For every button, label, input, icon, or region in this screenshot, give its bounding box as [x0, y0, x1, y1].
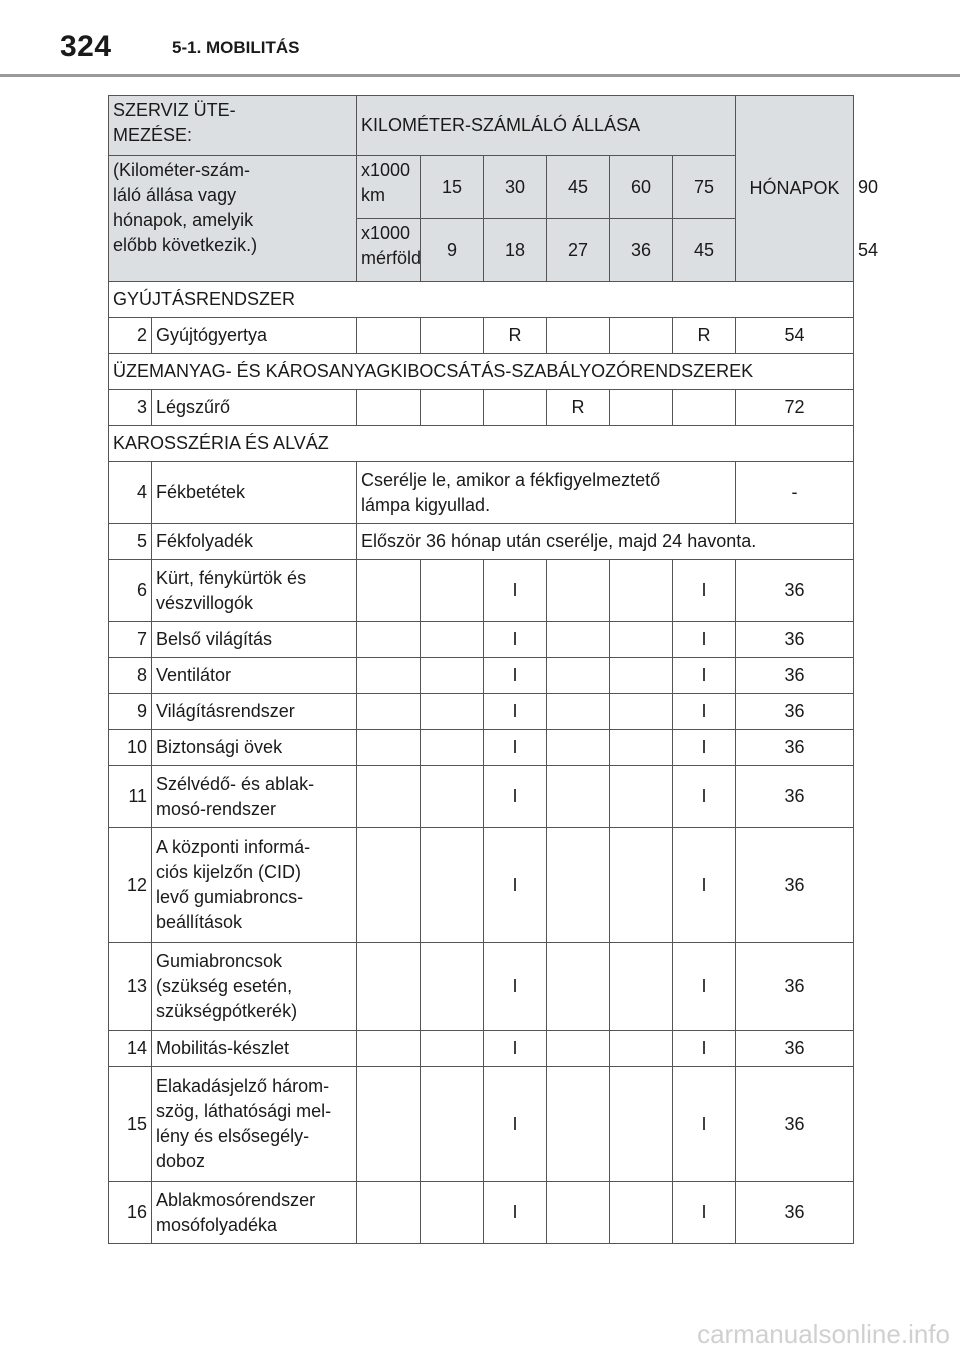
odometer-label: KILOMÉTER-SZÁMLÁLÓ ÁLLÁSA	[357, 96, 736, 156]
interval-cell	[357, 1182, 421, 1244]
priority-note-text: (Kilométer-szám- láló állása vagy hónapok, amelyik előbb következik.)	[113, 160, 258, 255]
interval-cell	[357, 560, 421, 622]
interval-cell	[421, 390, 484, 426]
item-name: Biztonsági övek	[152, 730, 357, 766]
header-divider	[0, 74, 960, 77]
interval-cell: I	[673, 766, 736, 828]
months-value: 36	[736, 622, 854, 658]
interval-cell: R	[484, 318, 547, 354]
interval-cell	[421, 943, 484, 1031]
table-row	[109, 390, 854, 426]
km-interval-value: 45	[547, 156, 610, 219]
interval-cell	[357, 1067, 421, 1182]
interval-cell	[547, 622, 610, 658]
interval-cell	[421, 1067, 484, 1182]
maintenance-schedule-table: SZERVIZ ÜTE- MEZÉSE: KILOMÉTER-SZÁMLÁLÓ ÁLLÁSA HÓNAPOK (Kilométer-szám- láló állása vagy hónapok, amelyik előbb következik.) x1000 km 15 30 45 60 75 90 x1000 mérföld 9 18 27 36 45 54 GYÚJTÁSRENDSZER 2 Gyújtógyertya R R 54 ÜZEMANYAG- ÉS KÁROSANYAGKIBOCSÁTÁS-SZABÁLYOZÓRENDSZEREK 3 Légszűrő R 72 KAROSSZÉRIA ÉS ALVÁZ 4 Fékbetétek Cserélje le, amikor a fékfigyelmeztető lámpa kigyullad. - 5 Fékfolyadék Először 36 hónap után cserélje, majd 24 havonta. 6 Kürt, fénykürtök és vészvillogók I I 36 7 Belső világítás I I 36 8 Ventilátor I I 36 9 Világításrendszer I I 36 10 Biztonsági övek I I 36 11 Szélvédő- és ablak- mosó-rendszer I I 36 12 A központi informá- ciós kijelzőn (CID) levő gumiabroncs- beállítások I I 36 13 Gumiabroncsok (szükség esetén, szükségpótkerék) I I 36 14 Mobilitás-készlet I I 36 15 Elakadásjelző három- szög, láthatósági mel- lény és elsősegély- doboz I I 36 16 Ablakmosórendszer mosófolyadéka I I 36	[108, 95, 854, 1244]
table-row	[109, 730, 854, 766]
table-row	[109, 658, 854, 694]
interval-cell	[547, 658, 610, 694]
section-title: 5-1. MOBILITÁS	[172, 38, 300, 57]
item-name: Légszűrő	[152, 390, 357, 426]
interval-cell: I	[484, 828, 547, 943]
interval-cell: I	[484, 943, 547, 1031]
item-name: Fékbetétek	[152, 462, 357, 524]
interval-cell: I	[673, 658, 736, 694]
interval-cell	[610, 318, 673, 354]
interval-cell	[610, 658, 673, 694]
interval-cell	[610, 694, 673, 730]
interval-cell: I	[673, 622, 736, 658]
interval-cell	[547, 730, 610, 766]
table-row	[109, 943, 854, 1031]
item-name: Gumiabroncsok (szükség esetén, szükségpótkerék)	[152, 943, 357, 1031]
interval-cell: I	[484, 694, 547, 730]
interval-cell	[357, 828, 421, 943]
row-number: 4	[109, 462, 152, 524]
interval-cell	[610, 1182, 673, 1244]
row-number: 14	[109, 1031, 152, 1067]
table-row	[109, 1067, 854, 1182]
item-name: Belső világítás	[152, 622, 357, 658]
months-value: 72	[736, 390, 854, 426]
interval-cell	[547, 943, 610, 1031]
mile-unit-text: x1000 mérföld	[361, 223, 422, 268]
interval-cell	[357, 318, 421, 354]
km-interval-value: 60	[610, 156, 673, 219]
interval-cell: I	[673, 560, 736, 622]
item-name: Gyújtógyertya	[152, 318, 357, 354]
item-name: Kürt, fénykürtök és vészvillogók	[152, 560, 357, 622]
mile-interval-value: 45	[673, 219, 736, 282]
interval-cell	[673, 390, 736, 426]
interval-cell	[610, 390, 673, 426]
table-row	[109, 318, 854, 354]
interval-cell	[357, 694, 421, 730]
interval-cell: I	[484, 1067, 547, 1182]
months-value: 36	[736, 658, 854, 694]
table-row	[109, 766, 854, 828]
section-heading-row	[109, 426, 854, 462]
interval-cell	[547, 1031, 610, 1067]
interval-cell	[357, 390, 421, 426]
item-name: Világításrendszer	[152, 694, 357, 730]
interval-cell	[547, 1067, 610, 1182]
section-heading: KAROSSZÉRIA ÉS ALVÁZ	[109, 426, 854, 462]
interval-cell	[610, 622, 673, 658]
km-unit-text: x1000 km	[361, 160, 411, 205]
watermark: carmanualsonline.info	[697, 1319, 950, 1349]
replacement-note: Először 36 hónap után cserélje, majd 24 havonta.	[357, 524, 854, 560]
km-interval-value: 75	[673, 156, 736, 219]
table-row	[109, 560, 854, 622]
section-heading-row	[109, 282, 854, 318]
months-label: HÓNAPOK	[736, 96, 854, 282]
item-name: Elakadásjelző három- szög, láthatósági mel- lény és elsősegély- doboz	[152, 1067, 357, 1182]
interval-cell: I	[484, 766, 547, 828]
table-row	[109, 622, 854, 658]
months-value: -	[736, 462, 854, 524]
mile-interval-value: 18	[484, 219, 547, 282]
interval-cell: I	[673, 694, 736, 730]
interval-cell: I	[484, 1031, 547, 1067]
interval-cell	[357, 1031, 421, 1067]
mile-interval-value: 9	[421, 219, 484, 282]
interval-cell: I	[484, 622, 547, 658]
interval-cell	[421, 1182, 484, 1244]
interval-cell	[610, 1067, 673, 1182]
interval-cell	[610, 730, 673, 766]
row-number: 2	[109, 318, 152, 354]
page-number: 324	[60, 30, 112, 63]
priority-note	[109, 156, 357, 282]
interval-cell	[357, 766, 421, 828]
interval-cell: I	[673, 730, 736, 766]
months-value: 36	[736, 1031, 854, 1067]
interval-cell	[357, 943, 421, 1031]
months-value: 36	[736, 1182, 854, 1244]
interval-cell	[610, 943, 673, 1031]
row-number: 15	[109, 1067, 152, 1182]
table-row	[109, 1182, 854, 1244]
item-name: Ventilátor	[152, 658, 357, 694]
row-number: 5	[109, 524, 152, 560]
row-number: 7	[109, 622, 152, 658]
months-value: 36	[736, 943, 854, 1031]
table-row	[109, 694, 854, 730]
row-number: 3	[109, 390, 152, 426]
months-value: 36	[736, 766, 854, 828]
interval-cell	[484, 390, 547, 426]
interval-cell	[547, 318, 610, 354]
interval-cell	[547, 766, 610, 828]
interval-cell	[547, 1182, 610, 1244]
interval-cell: R	[673, 318, 736, 354]
interval-cell	[421, 318, 484, 354]
table-row	[109, 462, 854, 524]
service-label	[109, 96, 357, 156]
page-header	[0, 0, 960, 80]
row-number: 8	[109, 658, 152, 694]
interval-cell: R	[547, 390, 610, 426]
table-row	[109, 524, 854, 560]
interval-cell	[610, 1031, 673, 1067]
months-value: 36	[736, 694, 854, 730]
mile-interval-value: 27	[547, 219, 610, 282]
item-name: Szélvédő- és ablak- mosó-rendszer	[152, 766, 357, 828]
interval-cell	[357, 622, 421, 658]
interval-cell	[610, 560, 673, 622]
months-value: 36	[736, 828, 854, 943]
months-value: 36	[736, 730, 854, 766]
months-value: 36	[736, 1067, 854, 1182]
item-name: A központi informá- ciós kijelzőn (CID) levő gumiabroncs- beállítások	[152, 828, 357, 943]
km-unit	[357, 156, 421, 219]
interval-cell: I	[673, 943, 736, 1031]
replacement-note: Cserélje le, amikor a fékfigyelmeztető lámpa kigyullad.	[357, 462, 736, 524]
interval-cell: I	[673, 1067, 736, 1182]
row-number: 9	[109, 694, 152, 730]
row-number: 11	[109, 766, 152, 828]
interval-cell	[421, 766, 484, 828]
interval-cell	[547, 828, 610, 943]
row-number: 10	[109, 730, 152, 766]
interval-cell	[610, 766, 673, 828]
service-label-text: SZERVIZ ÜTE- MEZÉSE:	[113, 100, 236, 145]
interval-cell: I	[484, 560, 547, 622]
mile-interval-value: 36	[610, 219, 673, 282]
interval-cell	[357, 730, 421, 766]
interval-cell: I	[673, 1182, 736, 1244]
interval-cell	[421, 622, 484, 658]
row-number: 12	[109, 828, 152, 943]
interval-cell: I	[484, 658, 547, 694]
row-number: 6	[109, 560, 152, 622]
section-heading: GYÚJTÁSRENDSZER	[109, 282, 854, 318]
mile-unit	[357, 219, 421, 282]
section-heading: ÜZEMANYAG- ÉS KÁROSANYAGKIBOCSÁTÁS-SZABÁLYOZÓRENDSZEREK	[109, 354, 854, 390]
interval-cell: I	[484, 1182, 547, 1244]
table-row	[109, 1031, 854, 1067]
section-heading-row	[109, 354, 854, 390]
months-value: 54	[736, 318, 854, 354]
interval-cell: I	[673, 1031, 736, 1067]
interval-cell	[547, 560, 610, 622]
interval-cell	[357, 658, 421, 694]
row-number: 16	[109, 1182, 152, 1244]
months-value: 36	[736, 560, 854, 622]
km-interval-value: 15	[421, 156, 484, 219]
interval-cell	[610, 828, 673, 943]
interval-cell	[421, 730, 484, 766]
item-name: Fékfolyadék	[152, 524, 357, 560]
interval-cell	[421, 1031, 484, 1067]
interval-cell	[421, 658, 484, 694]
interval-cell: I	[673, 828, 736, 943]
interval-cell	[421, 694, 484, 730]
row-number: 13	[109, 943, 152, 1031]
item-name: Ablakmosórendszer mosófolyadéka	[152, 1182, 357, 1244]
table-row	[109, 828, 854, 943]
interval-cell: I	[484, 730, 547, 766]
item-name: Mobilitás-készlet	[152, 1031, 357, 1067]
interval-cell	[421, 560, 484, 622]
interval-cell	[421, 828, 484, 943]
interval-cell	[547, 694, 610, 730]
km-interval-value: 30	[484, 156, 547, 219]
